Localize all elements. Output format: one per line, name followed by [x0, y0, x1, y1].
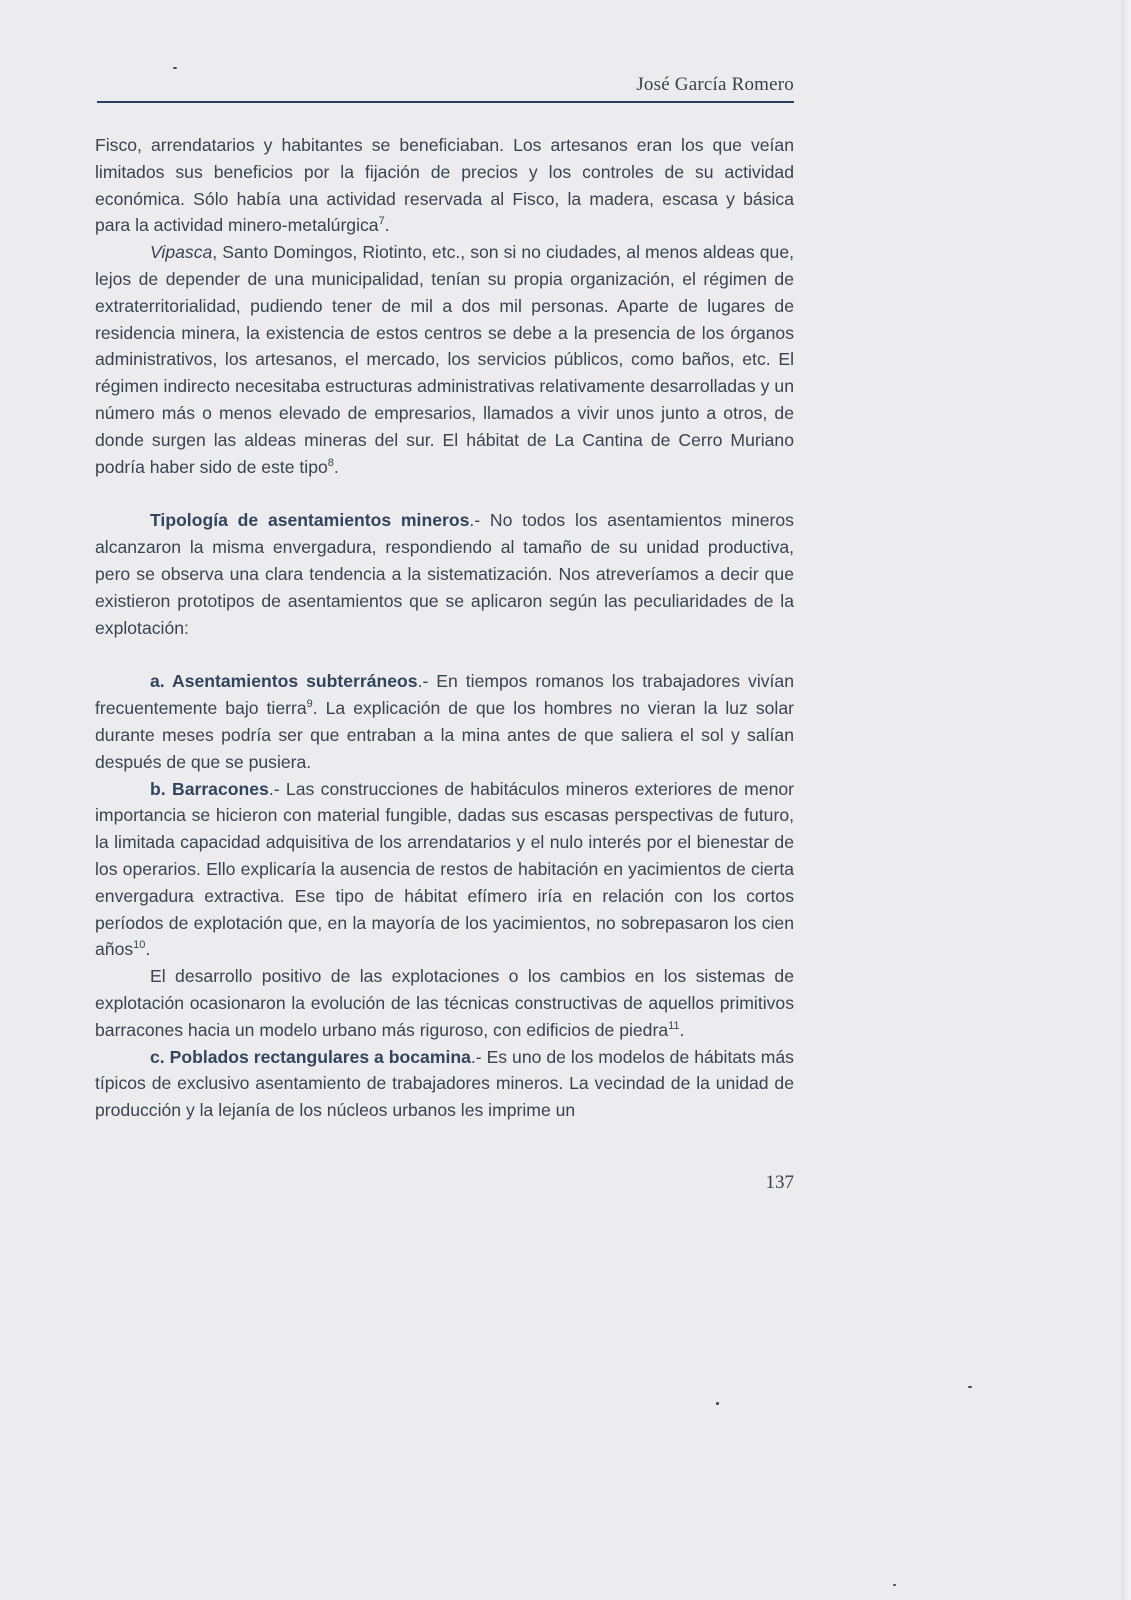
footnote-ref-9: 9	[306, 698, 313, 711]
paragraph-5: b. Barracones.- Las construcciones de habitáculos mineros exteriores de menor importancia se hicieron con material fungible, dadas sus escasas perspectivas de futuro, la limitada capacidad adquisitiva de los arrendatarios y el nulo interés por el bienestar de los operarios. Ello explicaría la ausencia de restos de habitación en yacimientos de cierta envergadura extractiva. Ese tipo de hábitat efímero iría en relación con los cortos períodos de explotación que, en la mayoría de los yacimientos, no sobrepasaron los cien años$^{10}$.	[95, 778, 795, 960]
header-rule	[97, 101, 794, 103]
scan-speck	[893, 1584, 896, 1586]
paragraph-1: Fisco, arrendatarios y habitantes se beneficiaban. Los artesanos eran los que veían limitados sus beneficios por la fijación de precios y los controles de su actividad económica. Sólo había una actividad reservada al Fisco, la madera, escasa y básica para la actividad minero-metalúrgica$^7$.	[95, 135, 794, 236]
page-number: 137	[765, 1172, 794, 1193]
section-heading-tipologia: Tipología de asentamientos mineros	[150, 510, 470, 531]
paragraph-6: El desarrollo positivo de las explotaciones o los cambios en los sistemas de explotación ocasionaron la evolución de las técnicas constructivas de aquellos primitivos barracones hacia un modelo urbano más riguroso, con edificios de piedra$^{11}$.	[95, 966, 794, 1040]
footnote-ref-8: 8	[327, 456, 334, 469]
paragraph-3: Tipología de asentamientos mineros.- No todos los asentamientos mineros alcanzaron la misma envergadura, respondiendo al tamaño de su unidad productiva, pero se observa una clara tendencia a la sistematización. Nos atreveríamos a decir que existieron prototipos de asentamientos que se aplicaron según las peculiaridades de la explotación:	[95, 510, 794, 638]
header-author: José García Romero	[636, 74, 794, 95]
item-heading-a: a. Asentamientos subterráneos	[150, 671, 418, 692]
footnote-ref-10: 10	[133, 939, 146, 952]
item-heading-c: c. Poblados rectangulares a bocamina	[150, 1046, 471, 1067]
paragraph-4: a. Asentamientos subterráneos.- En tiempos romanos los trabajadores vivían frecuentemente bajo tierra$^9$. La explicación de que los hombres no vieran la luz solar durante meses podría ser que entraban a la mina antes de que saliera el sol y salían después de que se pusiera.	[95, 671, 794, 772]
scan-speck	[716, 1402, 719, 1405]
scan-speck	[968, 1386, 972, 1388]
italic-vipasca: Vipasca	[150, 242, 213, 263]
running-header	[97, 72, 794, 102]
scan-speck	[173, 67, 177, 69]
footnote-ref-7: 7	[378, 215, 385, 228]
page-edge	[1121, 0, 1131, 1600]
body-text	[95, 132, 794, 1124]
paragraph-7: c. Poblados rectangulares a bocamina.- Es uno de los modelos de hábitats más típicos de exclusivo asentamiento de trabajadores mineros. La vecindad de la unidad de producción y la lejanía de los núcleos urbanos les imprime un	[95, 1046, 794, 1121]
paragraph-2: Vipasca, Santo Domingos, Riotinto, etc., son si no ciudades, al menos aldeas que, lejos de depender de una municipalidad, tenían su propia organización, el régimen de extraterritorialidad, pudiendo tener de mil a dos mil personas. Aparte de lugares de residencia minera, la existencia de estos centros se debe a la presencia de los órganos administrativos, los artesanos, el mercado, los servicios públicos, como baños, etc. El régimen indirecto necesitaba estructuras administrativas relativamente desarrolladas y un número más o menos elevado de empresarios, llamados a vivir unos junto a otros, de donde surgen las aldeas mineras del sur. El hábitat de La Cantina de Cerro Muriano podría haber sido de este tipo$^8$.	[95, 242, 794, 477]
footnote-ref-11: 11	[668, 1019, 680, 1032]
item-heading-b: b. Barracones	[150, 778, 269, 799]
